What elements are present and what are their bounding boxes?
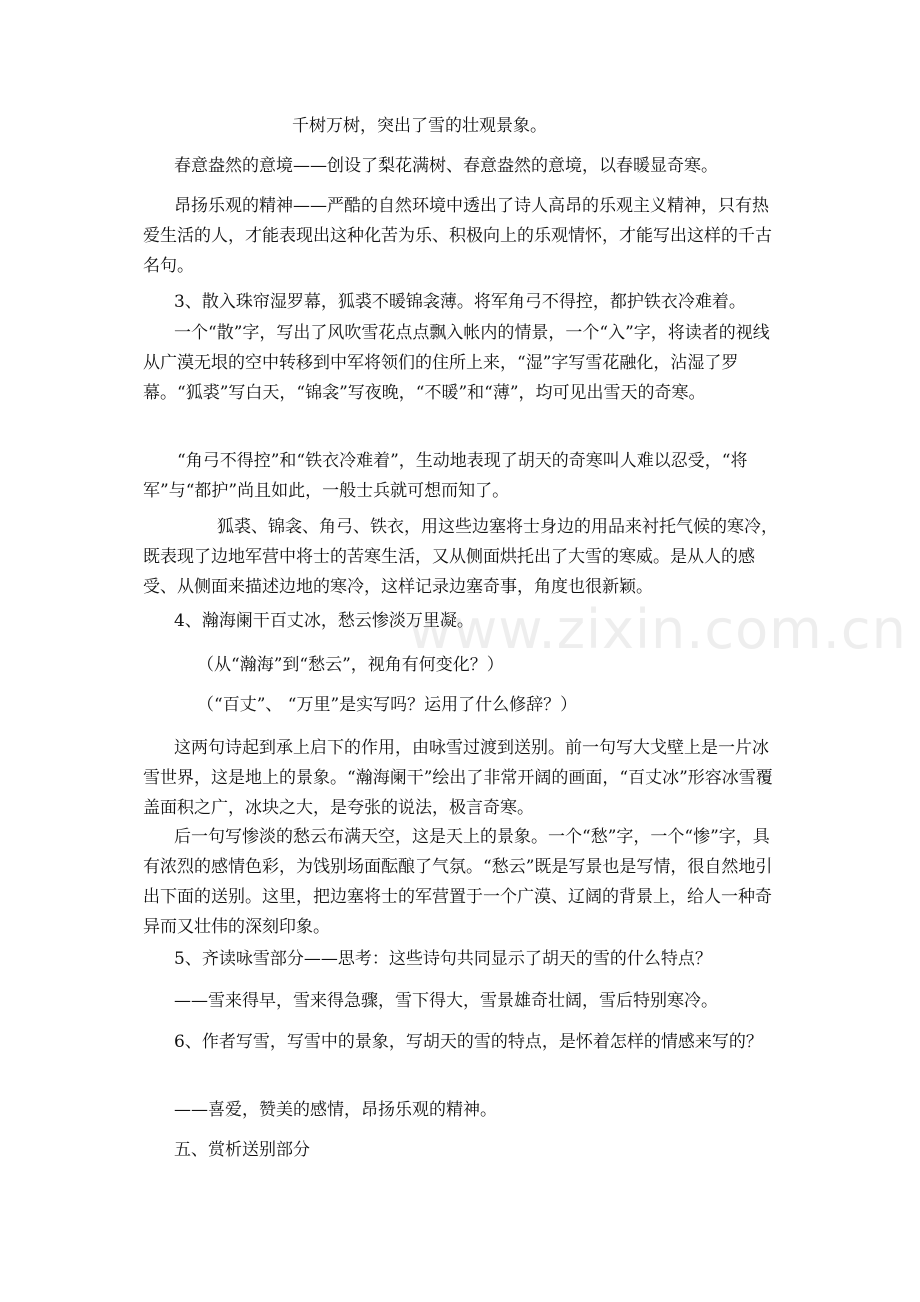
paragraph-3: 昂扬乐观的精神——严酷的自然环境中透出了诗人高昂的乐观主义精神，只有热爱生活的人，才能表现出这种化苦为乐、积极向上的乐观情怀，才能写出这样的千古名句。 <box>143 196 772 276</box>
paragraph-16: ——喜爱，赞美的感情，昂扬乐观的精神。 <box>174 1100 497 1120</box>
paragraph-4: 3、散入珠帘湿罗幕，狐裘不暖锦衾薄。将军角弓不得控，都护铁衣冷难着。 <box>174 292 746 312</box>
paragraph-14: ——雪来得早，雪来得急骤，雪下得大，雪景雄奇壮阔，雪后特别寒冷。 <box>174 991 718 1011</box>
watermark: www.zixin.com.cn <box>408 598 907 661</box>
paragraph-15: 6、作者写雪，写雪中的景象，写胡天的雪的特点，是怀着怎样的情感来写的？ <box>174 1032 763 1052</box>
paragraph-11: 这两句诗起到承上启下的作用，由咏雪过渡到送别。前一句写大戈壁上是一片冰雪世界，这是地上的景象。“瀚海阑干”绘出了非常开阔的画面，“百丈冰”形容冰雪覆盖面积之广，冰块之大，是夸张的说法，极言奇寒。 <box>143 738 773 818</box>
paragraph-13: 5、齐读咏雪部分——思考：这些诗句共同显示了胡天的雪的什么特点？ <box>174 949 712 969</box>
paragraph-12: 后一句写惨淡的愁云布满天空，这是天上的景象。一个“愁”字，一个“惨”字，具有浓烈的感情色彩，为饯别场面酝酿了气氛。“愁云”既是写景也是写情，很自然地引出下面的送别。这里，把边塞将士的军营置于一个广漠、辽阔的背景上，给人一种奇异而又壮伟的深刻印象。 <box>143 827 773 937</box>
section-heading: 五、赏析送别部分 <box>174 1140 310 1160</box>
paragraph-5: 一个“散”字，写出了风吹雪花点点飘入帐内的情景，一个“入”字，将读者的视线从广漠无垠的空中转移到中军将领们的住所上来，“湿”字写雪花融化，沾湿了罗幕。“狐裘”写白天，“锦衾”写夜晚，“不暖”和“薄”，均可见出雪天的奇寒。 <box>143 323 770 403</box>
paragraph-9: （从“瀚海”到“愁云”，视角有何变化？） <box>197 655 504 675</box>
paragraph-7: 狐裘、锦衾、角弓、铁衣，用这些边塞将士身边的用品来衬托气候的寒冷，既表现了边地军营中将士的苦寒生活，又从侧面烘托出了大雪的寒威。是从人的感受、从侧面来描述边地的寒冷，这样记录边塞奇事，角度也很新颖。 <box>143 517 778 597</box>
paragraph-6: “角弓不得控”和“铁衣冷难着”，生动地表现了胡天的奇寒叫人难以忍受，“将军”与“都护”尚且如此，一般士兵就可想而知了。 <box>143 451 748 501</box>
paragraph-10: （“百丈”、 “万里”是实写吗？运用了什么修辞？） <box>197 695 578 715</box>
paragraph-1: 千树万树，突出了雪的壮观景象。 <box>292 116 547 136</box>
paragraph-2: 春意盎然的意境——创设了梨花满树、春意盎然的意境，以春暖显奇寒。 <box>174 156 718 176</box>
paragraph-8: 4、瀚海阑干百丈冰，愁云惨淡万里凝。 <box>174 611 474 631</box>
